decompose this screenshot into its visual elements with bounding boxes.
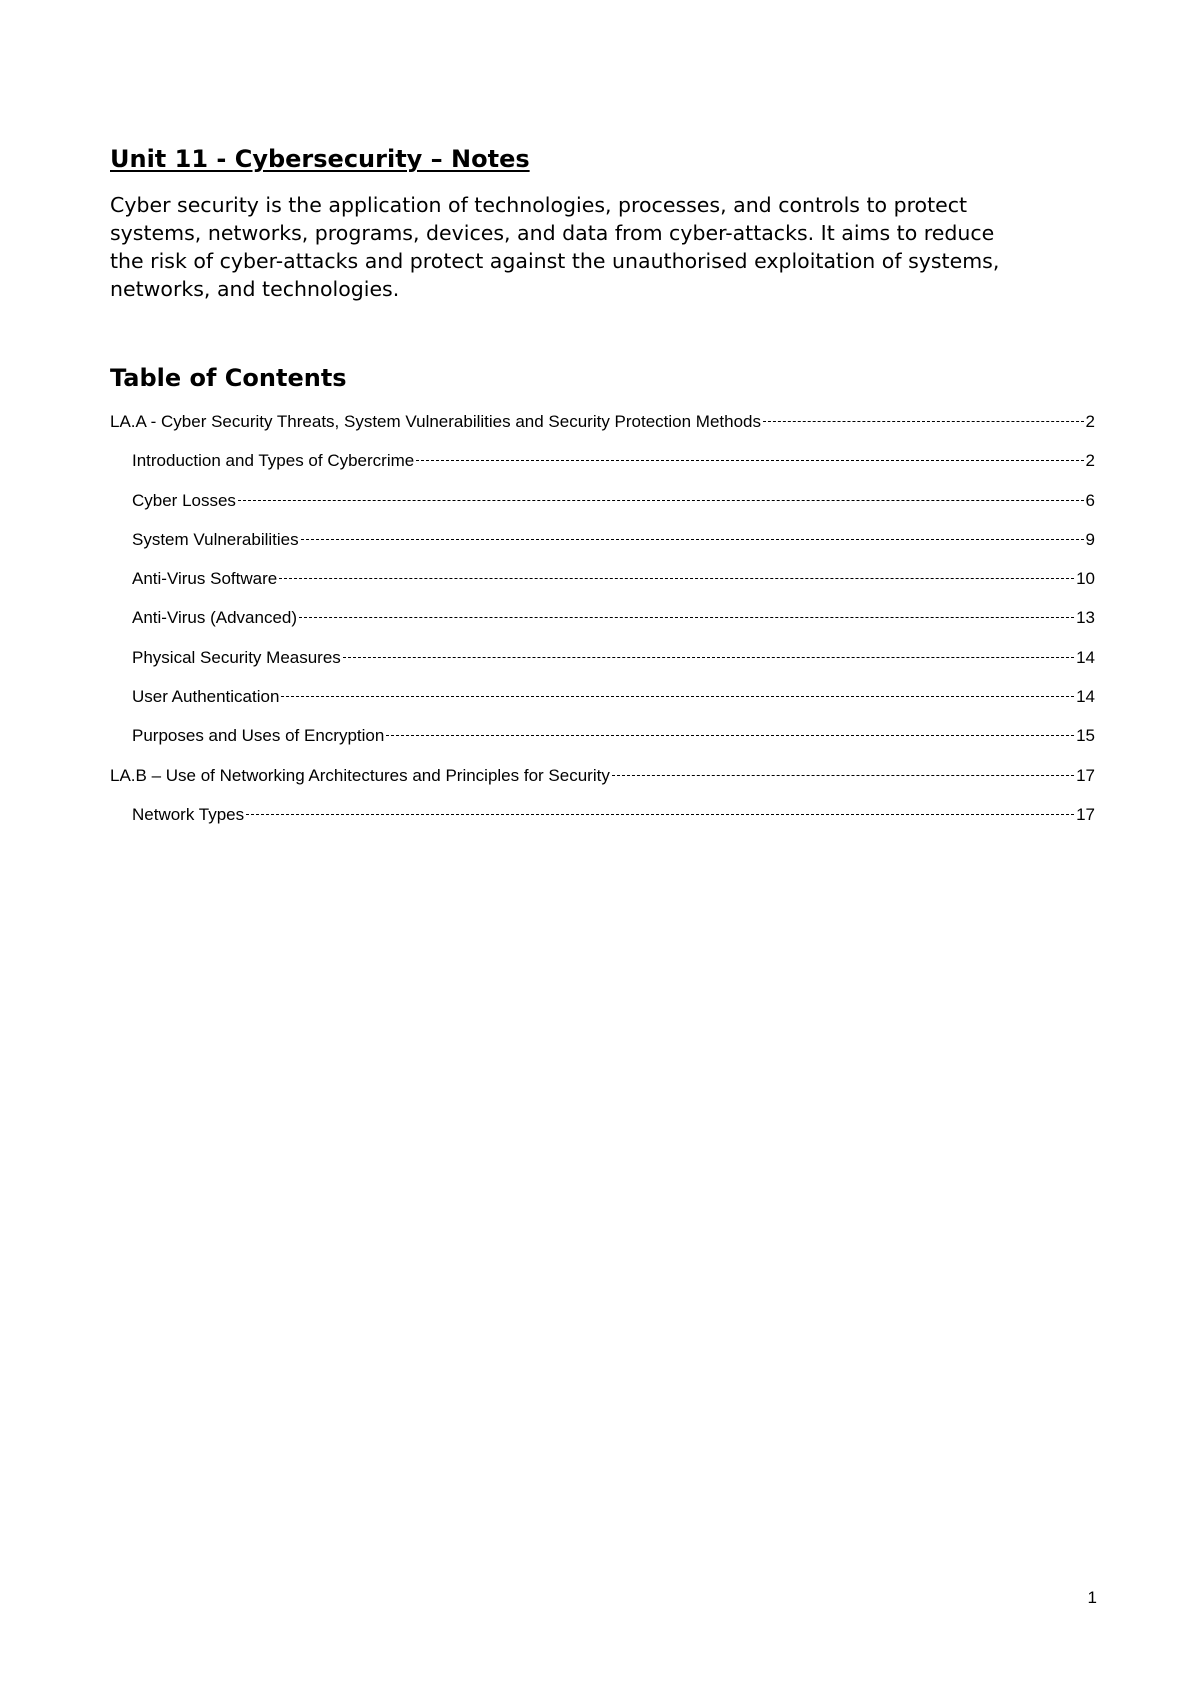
toc-entry-page: 14 — [1076, 647, 1095, 667]
toc-entry[interactable] — [110, 648, 1095, 687]
toc-entry[interactable] — [110, 491, 1095, 530]
intro-line: systems, networks, programs, devices, and data from cyber-attacks. It aims to reduce — [110, 221, 995, 245]
toc-entry-label: Anti-Virus (Advanced) — [132, 608, 298, 628]
toc-leader — [279, 578, 1074, 579]
toc-leader — [238, 500, 1084, 501]
toc-leader — [343, 657, 1074, 658]
intro-line: Cyber security is the application of technologies, processes, and controls to protect — [110, 193, 968, 217]
toc-leader — [299, 617, 1074, 618]
intro-line: the risk of cyber-attacks and protect against the unauthorised exploitation of systems, — [110, 249, 1000, 273]
toc-entry[interactable] — [110, 726, 1095, 765]
toc-leader — [386, 735, 1074, 736]
toc-entry-page: 6 — [1085, 490, 1095, 510]
toc-leader — [246, 814, 1074, 815]
toc-entry-label: System Vulnerabilities — [132, 529, 299, 549]
toc-entry[interactable] — [110, 608, 1095, 647]
toc-leader — [301, 539, 1084, 540]
toc-entry[interactable] — [110, 569, 1095, 608]
toc-entry-page: 17 — [1076, 765, 1095, 785]
toc-entry[interactable] — [110, 412, 1095, 451]
toc-entry-label: Physical Security Measures — [132, 647, 341, 667]
toc-entry[interactable] — [110, 805, 1095, 844]
toc-leader — [416, 460, 1083, 461]
toc-entry-page: 2 — [1085, 412, 1095, 431]
toc-entry-label: Anti-Virus Software — [132, 569, 278, 589]
toc-entry-label: LA.A - Cyber Security Threats, System Vulnerabilities and Security Protection Methods — [110, 412, 762, 431]
toc-entry-label: Cyber Losses — [132, 490, 236, 510]
toc-entry-page: 13 — [1076, 608, 1095, 628]
toc-heading: Table of Contents — [110, 364, 347, 392]
toc-entry-label: Introduction and Types of Cybercrime — [132, 451, 415, 471]
toc-entry-page: 14 — [1076, 687, 1095, 707]
toc-entry-label: Network Types — [132, 804, 245, 824]
intro-paragraph — [110, 191, 999, 303]
toc-entry-page: 2 — [1085, 451, 1095, 471]
toc-leader — [281, 696, 1074, 697]
table-of-contents — [110, 412, 1095, 844]
toc-leader — [763, 421, 1084, 422]
page-number: 1 — [1087, 1588, 1097, 1607]
toc-entry-label: User Authentication — [132, 687, 280, 707]
toc-entry[interactable] — [110, 687, 1095, 726]
toc-entry[interactable] — [110, 451, 1095, 490]
toc-entry-page: 10 — [1076, 569, 1095, 589]
toc-entry-page: 15 — [1076, 726, 1095, 746]
intro-line: networks, and technologies. — [110, 277, 400, 301]
toc-leader — [612, 775, 1074, 776]
toc-entry-label: Purposes and Uses of Encryption — [132, 726, 385, 746]
toc-entry-page: 9 — [1085, 529, 1095, 549]
toc-entry-label: LA.B – Use of Networking Architectures and Principles for Security — [110, 765, 610, 785]
toc-entry[interactable] — [110, 530, 1095, 569]
toc-entry[interactable] — [110, 766, 1095, 805]
document-title: Unit 11 - Cybersecurity – Notes — [110, 145, 530, 173]
toc-entry-page: 17 — [1076, 804, 1095, 824]
